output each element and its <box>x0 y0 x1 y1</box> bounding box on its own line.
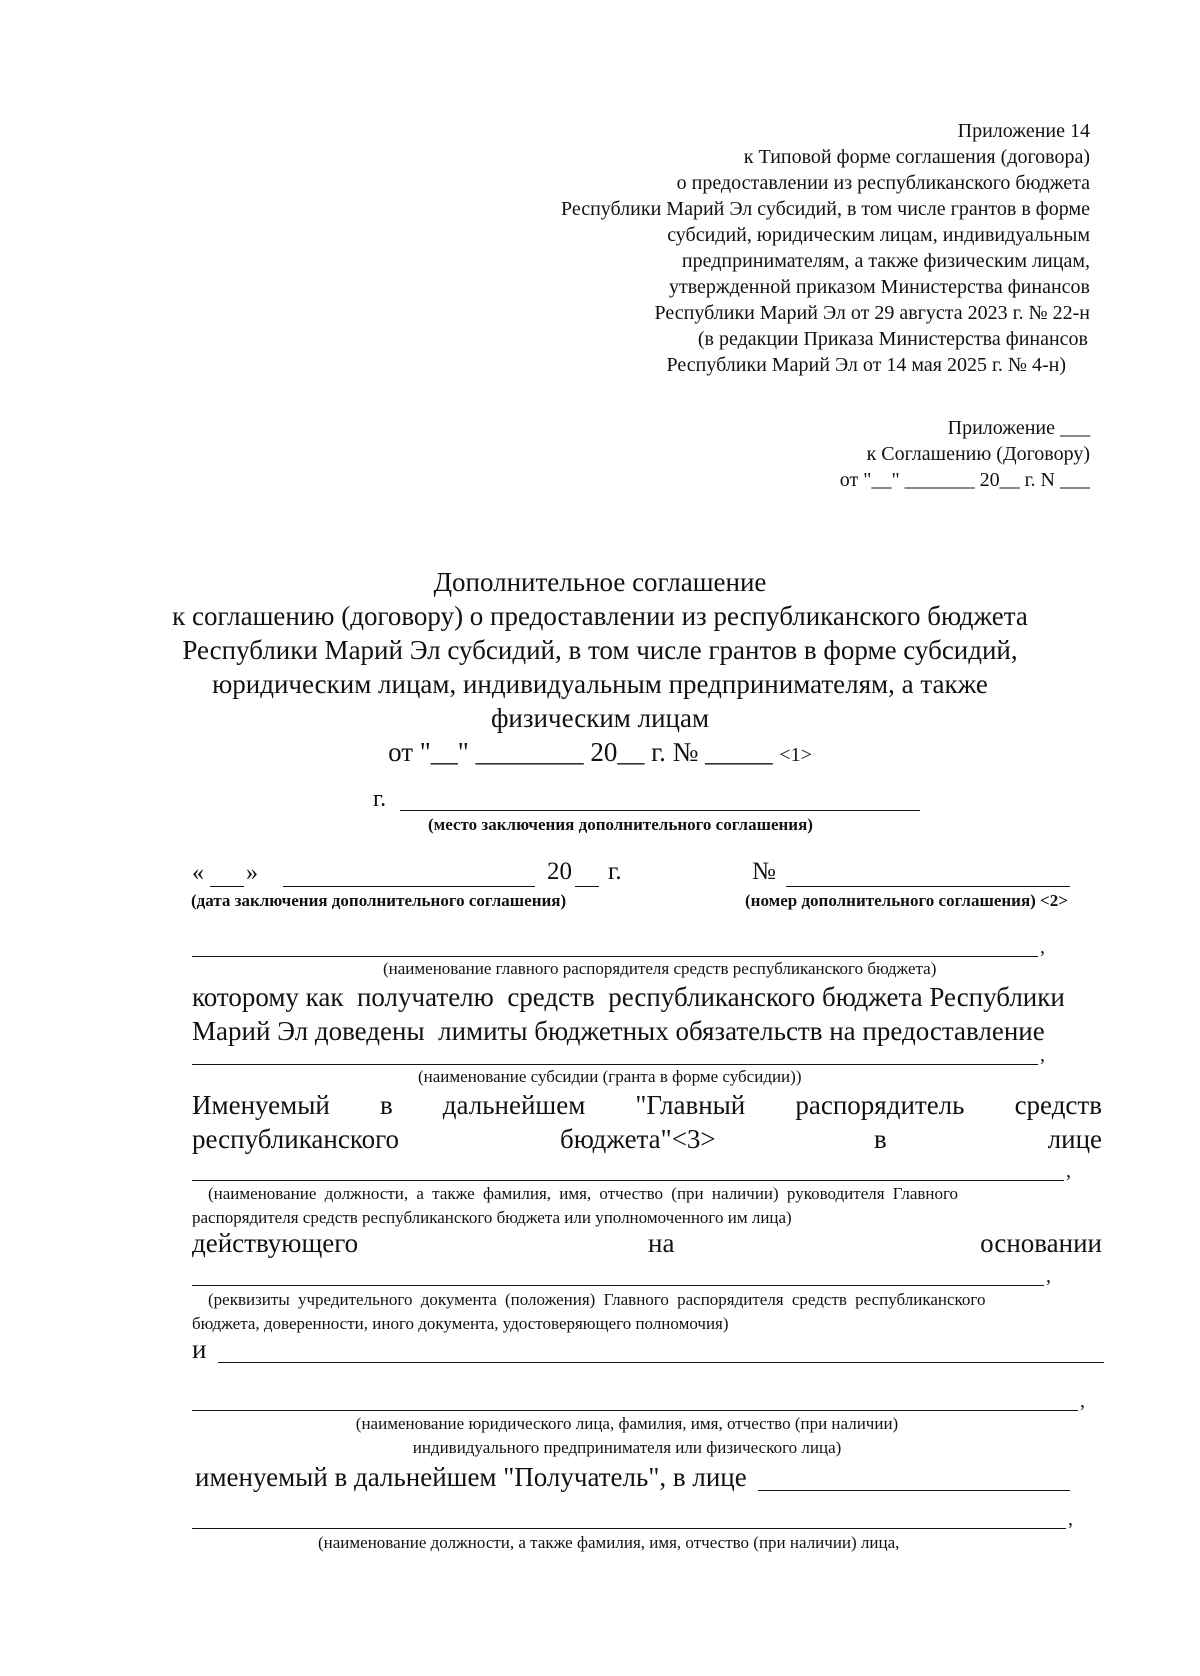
subsidy-word: средств <box>1014 1090 1102 1120</box>
appendix-line: Республики Марий Эл от 29 августа 2023 г. № 22-н <box>654 302 1090 324</box>
head-person-word: действующего <box>192 1228 359 1258</box>
appendix-line: о предоставлении из республиканского бюджета <box>676 172 1090 194</box>
subsidy-word: лице <box>1047 1124 1102 1154</box>
appendix-line: Республики Марий Эл субсидий, в том числе грантов в форме <box>560 198 1090 220</box>
recipient-representative-field[interactable] <box>758 1490 1070 1491</box>
appendix-line: (в редакции Приказа Министерства финансов <box>697 328 1088 350</box>
caption-line: (реквизиты учредительного документа (положения) Главного распорядителя средств республиканского <box>208 1290 986 1309</box>
date-year: 20 <box>547 858 572 885</box>
recipient-name-field-2[interactable] <box>192 1410 1078 1411</box>
date-year-suffix: г. <box>608 858 622 885</box>
footnote-mark: <1> <box>779 744 812 766</box>
head-person-word: на <box>648 1228 675 1258</box>
recipient-person-field[interactable] <box>192 1528 1066 1529</box>
subsidy-caption: (наименование субсидии (гранта в форме субсидии)) <box>418 1067 802 1086</box>
subsidy-word: в <box>874 1124 887 1154</box>
number-sign: № <box>752 858 776 885</box>
appendix-line: субсидий, юридическим лицам, индивидуальным <box>667 224 1090 246</box>
head-person-caption <box>192 1182 1102 1230</box>
title-date: от "__" ________ 20__ г. № _____ <box>388 737 773 767</box>
basis-caption <box>192 1288 1102 1336</box>
caption-line: индивидуального предпринимателя или физического лица) <box>412 1438 842 1457</box>
main-manager-comma: , <box>1040 936 1045 958</box>
place-prefix: г. <box>373 786 387 812</box>
agreement-ref-line: Приложение ___ <box>947 417 1090 439</box>
subsidy-word: республиканского <box>192 1124 399 1154</box>
agreement-reference <box>590 415 1090 493</box>
subsidy-row-2 <box>192 1122 1102 1156</box>
main-manager-caption: (наименование главного распорядителя средств республиканского бюджета) <box>383 959 937 978</box>
appendix-line: предпринимателям, а также физическим лицам, <box>681 250 1090 272</box>
subsidy-word: в <box>379 1090 393 1120</box>
date-caption: (дата заключения дополнительного соглашения) <box>191 891 567 910</box>
caption-line: распорядителя средств республиканского бюджета или уполномоченного им лица) <box>192 1208 792 1227</box>
date-quote-close: » <box>246 860 258 886</box>
title-line: юридическим лицам, индивидуальным предпринимателям, а также <box>212 669 988 699</box>
recipient-caption <box>192 1412 1102 1460</box>
head-person-word: основании <box>980 1228 1102 1258</box>
appendix-line: Приложение 14 <box>957 120 1090 142</box>
caption-line: бюджета, доверенности, иного документа, удостоверяющего полномочия) <box>192 1314 729 1333</box>
subsidy-row-1 <box>192 1088 1102 1122</box>
subsidy-comma: , <box>1040 1044 1045 1066</box>
basis-and: и <box>192 1334 207 1364</box>
main-manager-text-line: которому как получателю средств республиканского бюджета Республики <box>192 982 1065 1012</box>
recipient-comma: , <box>1080 1390 1085 1412</box>
number-caption: (номер дополнительного соглашения) <2> <box>745 891 1068 910</box>
subsidy-word: "Главный <box>635 1090 746 1120</box>
basis-field[interactable] <box>192 1285 1044 1286</box>
head-person-row <box>192 1226 1102 1260</box>
agreement-ref-line: от "__" _______ 20__ г. N ___ <box>839 469 1090 491</box>
main-manager-text-line: Марий Эл доведены лимиты бюджетных обязательств на предоставление <box>192 1016 1045 1046</box>
agreement-number-field[interactable] <box>786 886 1070 887</box>
basis-comma: , <box>1046 1265 1051 1287</box>
head-person-comma: , <box>1066 1160 1071 1182</box>
title-date-line <box>150 735 1050 772</box>
recipient-person-caption: (наименование должности, а также фамилия, имя, отчество (при наличии) лица, <box>318 1533 900 1552</box>
caption-line <box>192 1182 1102 1206</box>
date-quote-open: « <box>192 860 204 886</box>
agreement-ref-line: к Соглашению (Договору) <box>866 443 1090 465</box>
title-line: физическим лицам <box>490 703 710 733</box>
date-day-field[interactable] <box>210 886 244 887</box>
caption-text: (наименование должности, а также фамилия, имя, отчество (при наличии) руководителя Главного <box>208 1184 959 1203</box>
title-line: Республики Марий Эл субсидий, в том числе грантов в форме субсидий, <box>182 635 1018 665</box>
caption-line: (наименование юридического лица, фамилия, имя, отчество (при наличии) <box>355 1414 899 1433</box>
title-line: Дополнительное соглашение <box>433 567 767 597</box>
main-manager-text <box>192 980 1102 1048</box>
recipient-text: именуемый в дальнейшем "Получатель", в лице <box>195 1462 747 1492</box>
appendix-line: к Типовой форме соглашения (договора) <box>743 146 1090 168</box>
date-year-field[interactable] <box>575 886 599 887</box>
recipient-name-field-1[interactable] <box>218 1362 1104 1363</box>
title-line: к соглашению (договору) о предоставлении из республиканского бюджета <box>172 601 1028 631</box>
appendix-line: утвержденной приказом Министерства финансов <box>668 276 1090 298</box>
date-month-field[interactable] <box>283 886 535 887</box>
place-field[interactable] <box>400 810 920 811</box>
subsidy-word: распорядитель <box>795 1090 965 1120</box>
appendix-line: Республики Марий Эл от 14 мая 2025 г. № 4-н) <box>666 354 1066 376</box>
appendix-header <box>390 118 1090 378</box>
head-person-field[interactable] <box>192 1180 1064 1181</box>
subsidy-word: бюджета"<3> <box>560 1124 716 1154</box>
subsidy-word: Именуемый <box>192 1090 330 1120</box>
document-title <box>150 565 1050 772</box>
recipient-person-comma: , <box>1068 1508 1073 1530</box>
subsidy-word: дальнейшем <box>442 1090 586 1120</box>
place-caption: (место заключения дополнительного соглашения) <box>428 815 813 834</box>
